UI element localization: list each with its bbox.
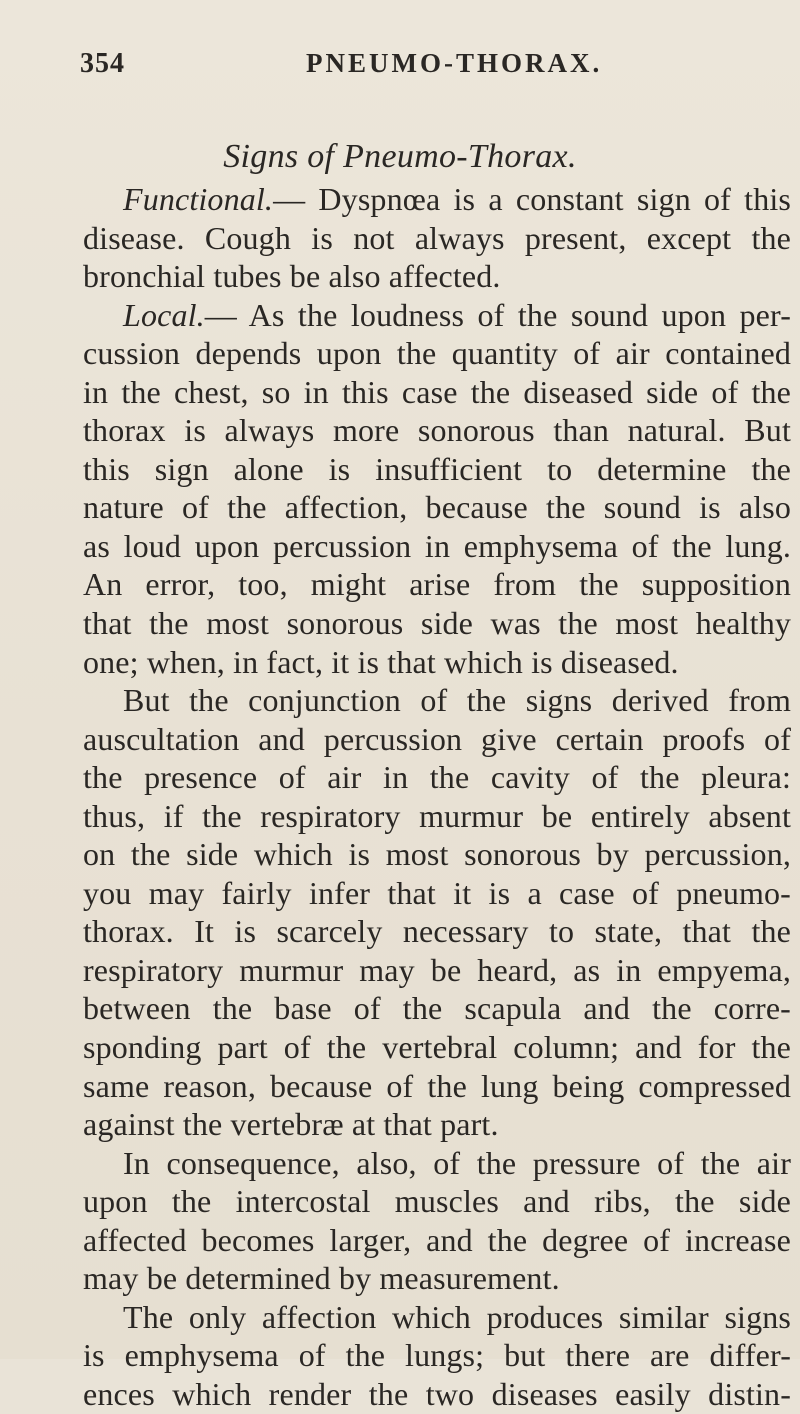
text-line [83,835,791,874]
text-line [83,1259,791,1298]
line-text: same reason, because of the lung being compressed [83,1067,791,1104]
text-line [83,681,791,720]
text-line [83,296,791,335]
line-text: as loud upon percussion in emphysema of the lung. [83,527,791,564]
line-text: nature of the affection, because the sound is also [83,489,791,526]
line-text: sponding part of the vertebral column; and for the [83,1029,791,1066]
line-text: against the vertebræ at that part. [83,1106,499,1143]
text-line [83,334,791,373]
line-text: affected becomes larger, and the degree of increase [83,1221,791,1258]
line-text: this sign alone is insufficient to determine the [83,450,791,487]
line-text: thorax is always more sonorous than natural. But [83,412,791,449]
line-text: bronchial tubes be also affected. [83,258,501,295]
line-text: — As the loudness of the sound upon per- [204,296,791,333]
text-line [83,219,791,258]
text-line [83,180,791,219]
line-text: may be determined by measurement. [83,1260,560,1297]
line-text: one; when, in fact, it is that which is diseased. [83,643,679,680]
line-text: An error, too, might arise from the supposition [83,566,791,603]
line-text: the presence of air in the cavity of the pleura: [83,759,791,796]
line-text: is emphysema of the lungs; but there are differ- [83,1337,791,1374]
text-line [83,450,791,489]
text-line [83,989,791,1028]
line-text: ences which render the two diseases easily distin- [83,1375,791,1412]
text-line [83,797,791,836]
text-line [83,257,791,296]
text-line [83,1105,791,1144]
section-title: Signs of Pneumo-Thorax. [223,138,577,175]
line-text: that the most sonorous side was the most healthy [83,605,791,642]
text-line [83,604,791,643]
line-text: disease. Cough is not always present, except the [83,219,791,256]
text-line [83,488,791,527]
text-line [83,1067,791,1106]
text-line [83,720,791,759]
text-line [83,527,791,566]
text-line [83,1028,791,1067]
line-text: upon the intercostal muscles and ribs, the side [83,1183,791,1220]
line-text: respiratory murmur may be heard, as in empyema, [83,951,791,988]
text-line [83,411,791,450]
running-head: PNEUMO-THORAX. [306,48,603,78]
line-text: cussion depends upon the quantity of air contained [83,335,791,372]
line-text: you may fairly infer that it is a case of pneumo- [83,874,791,911]
line-text: in the chest, so in this case the diseased side of the [83,373,791,410]
text-line [83,912,791,951]
line-text: between the base of the scapula and the corre- [83,990,791,1027]
text-line [83,1182,791,1221]
text-line [83,565,791,604]
text-line [83,1144,791,1183]
line-text: But the conjunction of the signs derived from [123,682,791,719]
text-line [83,1375,791,1414]
text-line [83,373,791,412]
line-text: The only affection which produces similar signs [123,1298,791,1335]
line-lead: Functional. [123,181,274,217]
text-line [83,1298,791,1337]
line-text: on the side which is most sonorous by percussion, [83,836,791,873]
text-line [83,951,791,990]
line-text: In consequence, also, of the pressure of the air [123,1144,791,1181]
page-number: 354 [80,48,125,79]
line-text: thorax. It is scarcely necessary to state, that the [83,913,791,950]
text-line [83,1221,791,1260]
line-text: auscultation and percussion give certain proofs of [83,720,791,757]
line-lead: Local. [123,296,205,333]
line-text: thus, if the respiratory murmur be entirely absent [83,797,791,834]
line-text: — Dyspnœa is a constant sign of this [273,181,791,217]
page-header [80,48,728,88]
text-line [83,1336,791,1375]
text-line [83,874,791,913]
text-line [83,758,791,797]
text-line [83,643,791,682]
body-text [83,180,791,1414]
